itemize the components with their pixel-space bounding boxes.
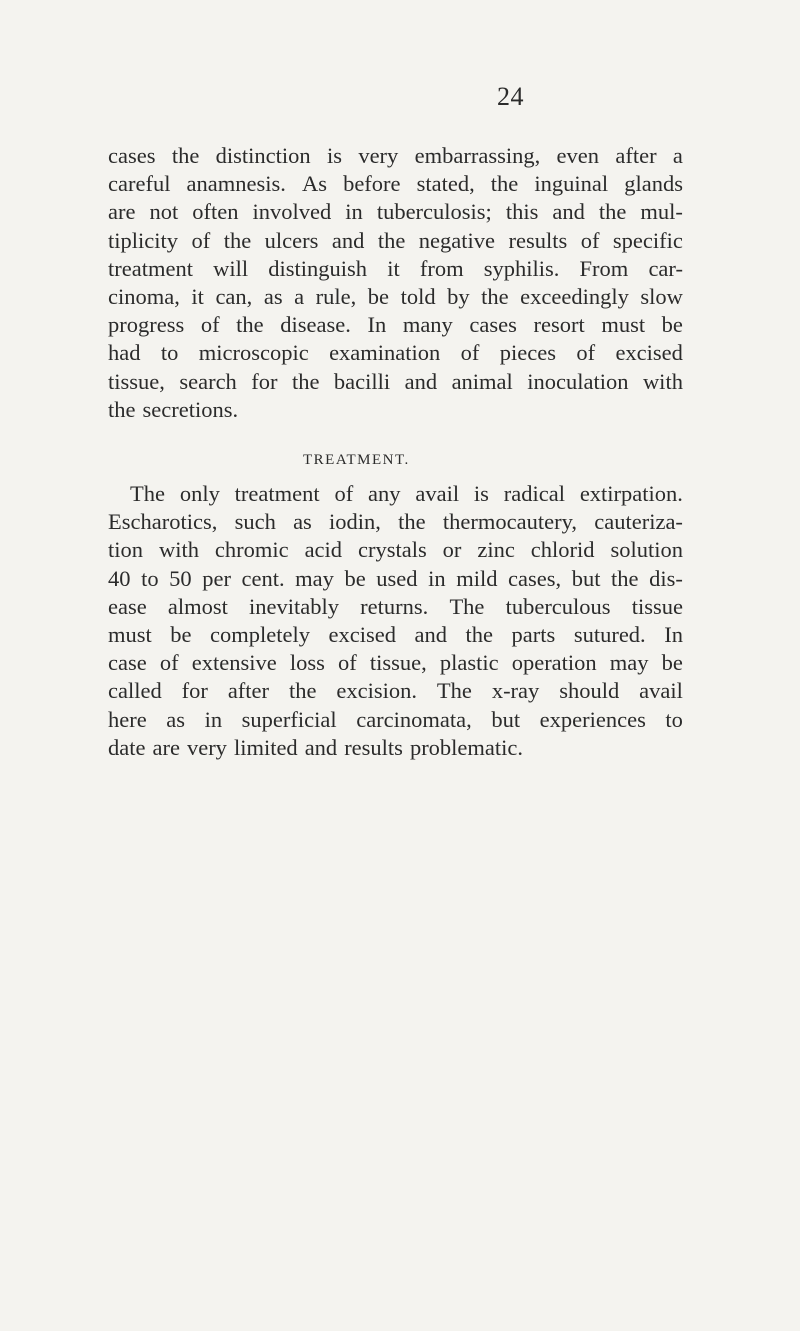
text-line: treatment will distinguish it from syphilis. From car- xyxy=(108,255,683,281)
text-line: must be completely excised and the parts sutured. In xyxy=(108,622,683,648)
text-line: careful anamnesis. As before stated, the inguinal glands xyxy=(108,171,683,197)
text-line: progress of the disease. In many cases resort must be xyxy=(108,312,683,338)
text-line: date are very limited and results problematic. xyxy=(108,734,524,760)
text-line: The only treatment of any avail is radical extirpation. xyxy=(130,481,683,506)
text-line: here as in superficial carcinomata, but experiences to xyxy=(108,706,683,732)
text-line: the secretions. xyxy=(108,396,239,422)
text-line: are not often involved in tuberculosis; this and the mul- xyxy=(108,199,683,225)
text-line: Escharotics, such as iodin, the thermocautery, cauteriza- xyxy=(108,509,683,535)
text-line: called for after the excision. The x-ray should avail xyxy=(108,678,683,704)
page-number: 24 xyxy=(497,82,524,111)
text-line: had to microscopic examination of pieces of excised xyxy=(108,340,683,366)
paragraph-treatment xyxy=(108,480,683,762)
text-line: ease almost inevitably returns. The tuberculous tissue xyxy=(108,593,683,619)
text-line: tion with chromic acid crystals or zinc chlorid solution xyxy=(108,537,683,563)
text-line: cases the distinction is very embarrassing, even after a xyxy=(108,143,683,168)
text-line: 40 to 50 per cent. may be used in mild cases, but the dis- xyxy=(108,565,683,591)
text-line: case of extensive loss of tissue, plastic operation may be xyxy=(108,650,683,676)
text-line: tissue, search for the bacilli and animal inoculation with xyxy=(108,368,683,394)
section-heading: TREATMENT. xyxy=(303,452,410,468)
text-line: cinoma, it can, as a rule, be told by the exceedingly slow xyxy=(108,284,683,310)
paragraph-diagnosis xyxy=(108,142,683,424)
text-line: tiplicity of the ulcers and the negative results of specific xyxy=(108,227,683,253)
